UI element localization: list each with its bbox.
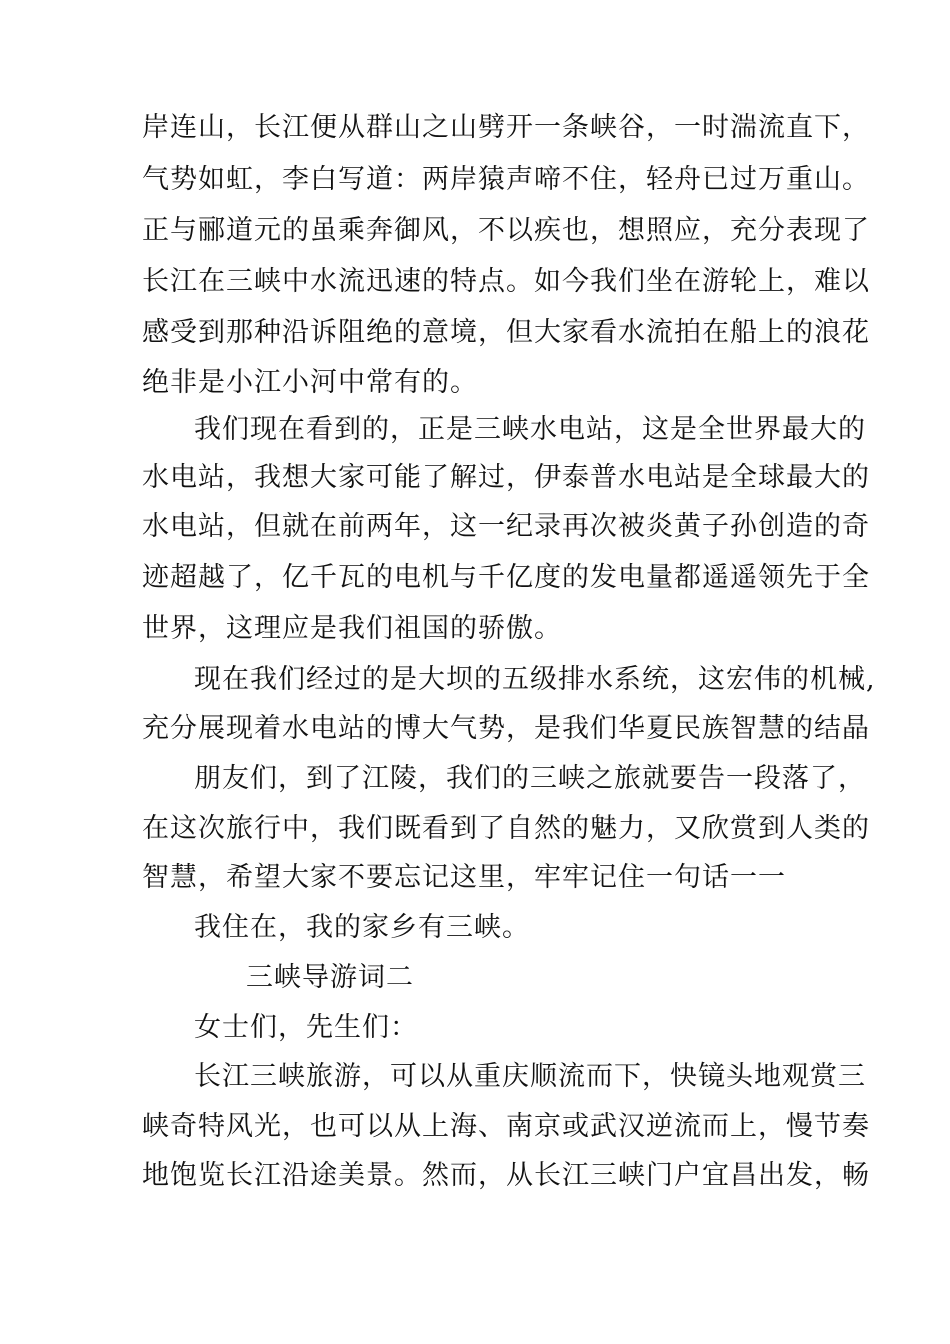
- section-heading: 三峡导游词二: [246, 962, 414, 993]
- text-line: 世界，这理应是我们祖国的骄傲。: [142, 613, 562, 644]
- text-line: 朋友们，到了江陵，我们的三峡之旅就要告一段落了，: [194, 763, 866, 794]
- text-line: 迹超越了，亿千瓦的电机与千亿度的发电量都遥遥领先于全: [142, 562, 870, 593]
- text-line: 正与郦道元的虽乘奔御风，不以疾也，想照应，充分表现了: [142, 215, 870, 246]
- text-line: 长江三峡旅游，可以从重庆顺流而下，快镜头地观赏三: [194, 1061, 866, 1092]
- text-line: 现在我们经过的是大坝的五级排水系统，这宏伟的机械,: [194, 664, 876, 695]
- text-line: 水电站，我想大家可能了解过，伊泰普水电站是全球最大的: [142, 462, 870, 493]
- text-line: 在这次旅行中，我们既看到了自然的魅力，又欣赏到人类的: [142, 813, 870, 844]
- text-line: 智慧，希望大家不要忘记这里，牢牢记住一句话一一: [142, 862, 786, 893]
- text-line: 女士们，先生们：: [194, 1012, 418, 1043]
- text-line: 地饱览长江沿途美景。然而，从长江三峡门户宜昌出发，畅: [142, 1160, 870, 1191]
- text-line: 长江在三峡中水流迅速的特点。如今我们坐在游轮上，难以: [142, 266, 870, 297]
- text-line: 绝非是小江小河中常有的。: [142, 367, 478, 398]
- text-line: 感受到那种沿诉阻绝的意境，但大家看水流拍在船上的浪花: [142, 317, 870, 348]
- text-line: 岸连山，长江便从群山之山劈开一条峡谷，一时湍流直下，: [142, 112, 870, 143]
- text-line: 气势如虹，李白写道：两岸猿声啼不住，轻舟已过万重山。: [142, 164, 870, 195]
- text-line: 我住在，我的家乡有三峡。: [194, 912, 530, 943]
- text-line: 我们现在看到的，正是三峡水电站，这是全世界最大的: [194, 414, 866, 445]
- text-line: 充分展现着水电站的博大气势，是我们华夏民族智慧的结晶: [142, 713, 870, 744]
- text-line: 水电站，但就在前两年，这一纪录再次被炎黄子孙创造的奇: [142, 511, 870, 542]
- text-line: 峡奇特风光，也可以从上海、南京或武汉逆流而上，慢节奏: [142, 1111, 870, 1142]
